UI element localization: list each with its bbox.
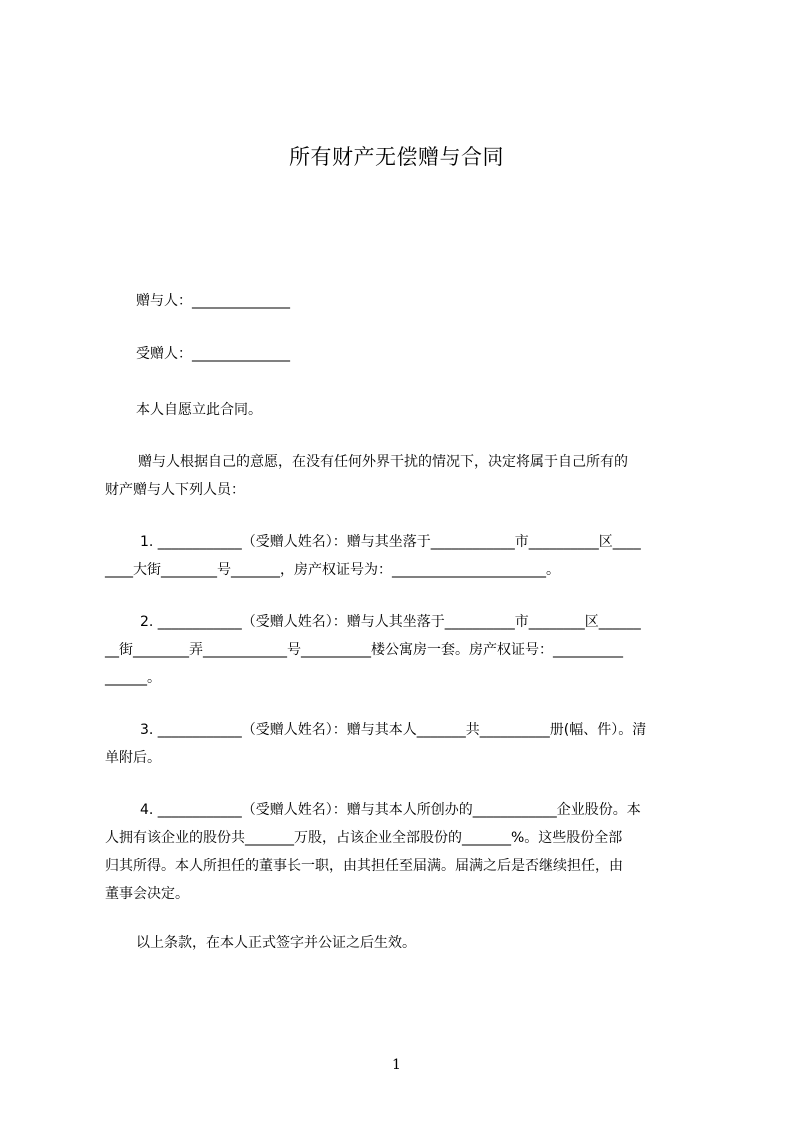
clause-4-line-4: 董事会决定。 [105,886,189,902]
clause-2-line-2: __街________弄____________号__________楼公寓房一套。房产权证号：__________ [105,642,623,658]
clause-3-line-2: 单附后。 [105,750,161,766]
clause-1-line-1: 1. ____________（受赠人姓名）：赠与其坐落于____________市__________区____ [140,534,641,550]
closing-statement: 以上条款，在本人正式签字并公证之后生效。 [136,935,416,951]
clause-2-line-1: 2. ____________（受赠人姓名）：赠与人其坐落于__________市________区______ [140,614,641,630]
donor-line: 赠与人：______________ [136,293,290,309]
clause-3-line-1: 3. ____________（受赠人姓名）：赠与其本人_______共__________册(幅、件）。清 [140,722,647,738]
self-statement: 本人自愿立此合同。 [136,402,262,418]
intro-line-1: 赠与人根据自己的意愿，在没有任何外界干扰的情况下，决定将属于自己所有的 [138,454,628,470]
clause-4-line-3: 归其所得。本人所担任的董事长一职，由其担任至届满。届满之后是否继续担任，由 [105,858,623,874]
clause-2-line-3: ______。 [105,670,161,686]
clause-4-line-1: 4. ____________（受赠人姓名）：赠与其本人所创办的____________企业股份。本 [140,802,641,818]
intro-line-2: 财产赠与人下列人员： [105,482,245,498]
page-number: 1 [392,1057,401,1073]
clause-1-line-2: ____大街________号_______，房产权证号为：______________________。 [105,562,560,578]
document-title: 所有财产无偿赠与合同 [289,145,504,169]
recipient-line: 受赠人：______________ [136,346,290,362]
clause-4-line-2: 人拥有该企业的股份共_______万股，占该企业全部股份的_______%。这些股份全部 [105,830,623,846]
